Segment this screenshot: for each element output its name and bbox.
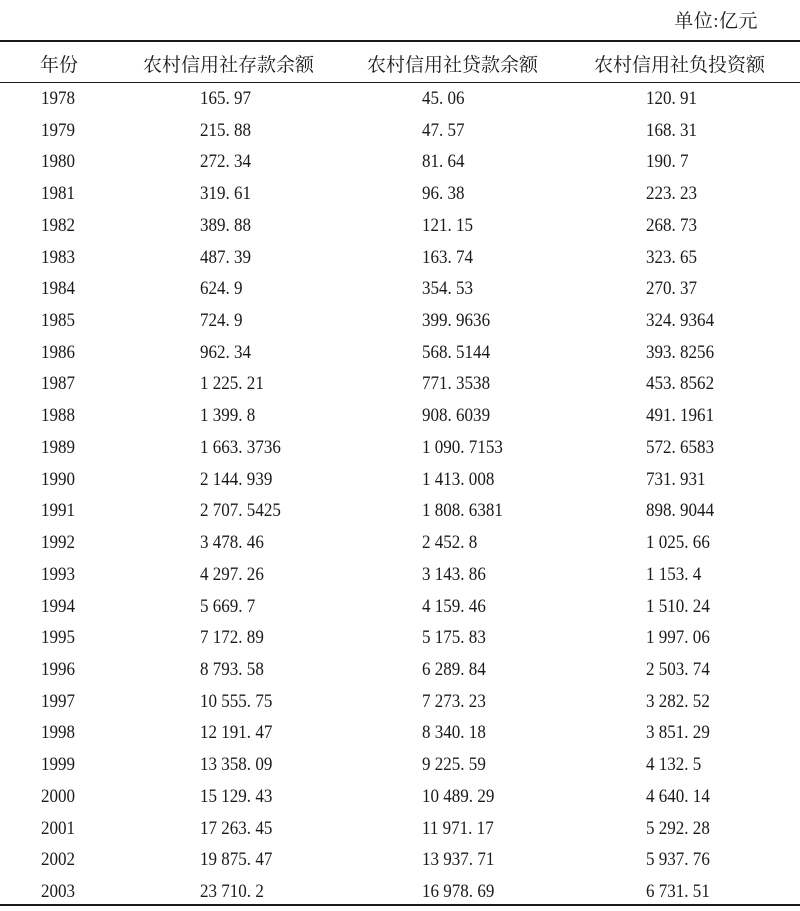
cell-loans: 1 413. 008 xyxy=(422,469,495,490)
cell-investment: 6 731. 51 xyxy=(646,881,710,902)
cell-loans: 16 978. 69 xyxy=(422,881,495,902)
table-row xyxy=(0,243,800,275)
cell-investment: 4 132. 5 xyxy=(646,755,702,776)
cell-loans: 1 090. 7153 xyxy=(422,437,503,458)
cell-year: 1988 xyxy=(41,406,76,427)
cell-deposits: 5 669. 7 xyxy=(200,596,256,617)
cell-loans: 5 175. 83 xyxy=(422,628,486,649)
table-row xyxy=(0,306,800,338)
cell-investment: 898. 9044 xyxy=(646,501,715,522)
cell-deposits: 2 144. 939 xyxy=(200,469,273,490)
cell-deposits: 17 263. 45 xyxy=(200,818,273,839)
cell-investment: 2 503. 74 xyxy=(646,659,710,680)
cell-loans: 9 225. 59 xyxy=(422,755,486,776)
table-row xyxy=(0,592,800,624)
cell-loans: 10 489. 29 xyxy=(422,786,495,807)
table-row xyxy=(0,179,800,211)
table-row xyxy=(0,750,800,782)
cell-investment: 190. 7 xyxy=(646,152,689,173)
cell-year: 1981 xyxy=(41,184,76,205)
table-row xyxy=(0,528,800,560)
cell-deposits: 4 297. 26 xyxy=(200,564,264,585)
cell-investment: 223. 23 xyxy=(646,184,698,205)
cell-deposits: 962. 34 xyxy=(200,342,252,363)
table-header-rule xyxy=(0,82,800,83)
cell-year: 1996 xyxy=(41,659,76,680)
cell-deposits: 487. 39 xyxy=(200,247,252,268)
cell-deposits: 272. 34 xyxy=(200,152,252,173)
cell-deposits: 1 663. 3736 xyxy=(200,437,281,458)
cell-loans: 13 937. 71 xyxy=(422,850,495,871)
cell-year: 1978 xyxy=(41,89,76,109)
cell-loans: 121. 15 xyxy=(422,215,474,236)
cell-investment: 168. 31 xyxy=(646,120,698,141)
table-row xyxy=(0,655,800,687)
cell-investment: 1 025. 66 xyxy=(646,533,710,554)
cell-year: 1987 xyxy=(41,374,76,395)
table-row xyxy=(0,84,800,116)
cell-loans: 96. 38 xyxy=(422,184,465,205)
cell-year: 2002 xyxy=(41,850,76,871)
cell-investment: 5 292. 28 xyxy=(646,818,710,839)
cell-year: 1990 xyxy=(41,469,76,490)
cell-year: 1999 xyxy=(41,755,76,776)
cell-deposits: 215. 88 xyxy=(200,120,252,141)
cell-loans: 45. 06 xyxy=(422,89,465,109)
cell-investment: 3 851. 29 xyxy=(646,723,710,744)
cell-loans: 6 289. 84 xyxy=(422,659,486,680)
cell-loans: 7 273. 23 xyxy=(422,691,486,712)
header-year: 年份 xyxy=(40,55,79,76)
table-row xyxy=(0,465,800,497)
header-investment: 农村信用社负投资额 xyxy=(594,55,766,76)
cell-loans: 4 159. 46 xyxy=(422,596,486,617)
cell-year: 1982 xyxy=(41,215,76,236)
cell-deposits: 1 399. 8 xyxy=(200,406,256,427)
cell-year: 1986 xyxy=(41,342,76,363)
cell-year: 2003 xyxy=(41,881,76,902)
cell-loans: 3 143. 86 xyxy=(422,564,486,585)
cell-investment: 120. 91 xyxy=(646,89,698,109)
table-row xyxy=(0,718,800,750)
cell-investment: 393. 8256 xyxy=(646,342,715,363)
table-row xyxy=(0,338,800,370)
cell-investment: 731. 931 xyxy=(646,469,706,490)
cell-year: 1998 xyxy=(41,723,76,744)
cell-deposits: 3 478. 46 xyxy=(200,533,264,554)
cell-loans: 81. 64 xyxy=(422,152,465,173)
table-row xyxy=(0,782,800,814)
cell-investment: 5 937. 76 xyxy=(646,850,710,871)
header-deposits: 农村信用社存款余额 xyxy=(143,55,315,76)
cell-year: 1989 xyxy=(41,437,76,458)
cell-year: 1997 xyxy=(41,691,76,712)
cell-investment: 491. 1961 xyxy=(646,406,715,427)
cell-year: 1985 xyxy=(41,311,76,332)
cell-deposits: 2 707. 5425 xyxy=(200,501,281,522)
table-row xyxy=(0,687,800,719)
table-row xyxy=(0,211,800,243)
cell-investment: 453. 8562 xyxy=(646,374,715,395)
cell-year: 1984 xyxy=(41,279,76,300)
cell-deposits: 724. 9 xyxy=(200,311,243,332)
cell-year: 1979 xyxy=(41,120,76,141)
table-row xyxy=(0,845,800,877)
cell-deposits: 13 358. 09 xyxy=(200,755,273,776)
cell-deposits: 389. 88 xyxy=(200,215,252,236)
cell-investment: 1 510. 24 xyxy=(646,596,710,617)
cell-investment: 1 997. 06 xyxy=(646,628,710,649)
cell-loans: 908. 6039 xyxy=(422,406,491,427)
table-row xyxy=(0,433,800,465)
cell-year: 1994 xyxy=(41,596,76,617)
cell-year: 2001 xyxy=(41,818,76,839)
header-loans: 农村信用社贷款余额 xyxy=(367,55,539,76)
cell-investment: 4 640. 14 xyxy=(646,786,710,807)
cell-investment: 323. 65 xyxy=(646,247,698,268)
cell-investment: 1 153. 4 xyxy=(646,564,702,585)
cell-investment: 268. 73 xyxy=(646,215,698,236)
cell-year: 1983 xyxy=(41,247,76,268)
cell-deposits: 23 710. 2 xyxy=(200,881,264,902)
cell-year: 1992 xyxy=(41,533,76,554)
cell-investment: 572. 6583 xyxy=(646,437,715,458)
cell-loans: 1 808. 6381 xyxy=(422,501,503,522)
cell-deposits: 10 555. 75 xyxy=(200,691,273,712)
cell-deposits: 15 129. 43 xyxy=(200,786,273,807)
cell-loans: 2 452. 8 xyxy=(422,533,478,554)
table-row xyxy=(0,496,800,528)
table-body xyxy=(0,84,800,909)
cell-year: 1995 xyxy=(41,628,76,649)
table-top-rule xyxy=(0,40,800,42)
cell-deposits: 12 191. 47 xyxy=(200,723,273,744)
cell-deposits: 8 793. 58 xyxy=(200,659,264,680)
cell-loans: 8 340. 18 xyxy=(422,723,486,744)
table-row xyxy=(0,116,800,148)
cell-year: 1980 xyxy=(41,152,76,173)
cell-loans: 47. 57 xyxy=(422,120,465,141)
table-row xyxy=(0,560,800,592)
table-row xyxy=(0,623,800,655)
table-row xyxy=(0,814,800,846)
cell-loans: 771. 3538 xyxy=(422,374,491,395)
cell-deposits: 7 172. 89 xyxy=(200,628,264,649)
cell-loans: 11 971. 17 xyxy=(422,818,494,839)
cell-loans: 399. 9636 xyxy=(422,311,491,332)
cell-investment: 3 282. 52 xyxy=(646,691,710,712)
cell-deposits: 19 875. 47 xyxy=(200,850,273,871)
cell-deposits: 1 225. 21 xyxy=(200,374,264,395)
table-bottom-rule xyxy=(0,904,800,906)
cell-loans: 163. 74 xyxy=(422,247,474,268)
unit-label: 单位:亿元 xyxy=(674,11,758,32)
cell-loans: 568. 5144 xyxy=(422,342,491,363)
table-row xyxy=(0,147,800,179)
cell-year: 1991 xyxy=(41,501,76,522)
cell-deposits: 624. 9 xyxy=(200,279,243,300)
cell-year: 2000 xyxy=(41,786,76,807)
cell-year: 1993 xyxy=(41,564,76,585)
cell-investment: 270. 37 xyxy=(646,279,698,300)
cell-investment: 324. 9364 xyxy=(646,311,715,332)
cell-deposits: 319. 61 xyxy=(200,184,252,205)
table-row xyxy=(0,401,800,433)
cell-loans: 354. 53 xyxy=(422,279,474,300)
table-row xyxy=(0,369,800,401)
cell-deposits: 165. 97 xyxy=(200,89,252,109)
table-row xyxy=(0,274,800,306)
